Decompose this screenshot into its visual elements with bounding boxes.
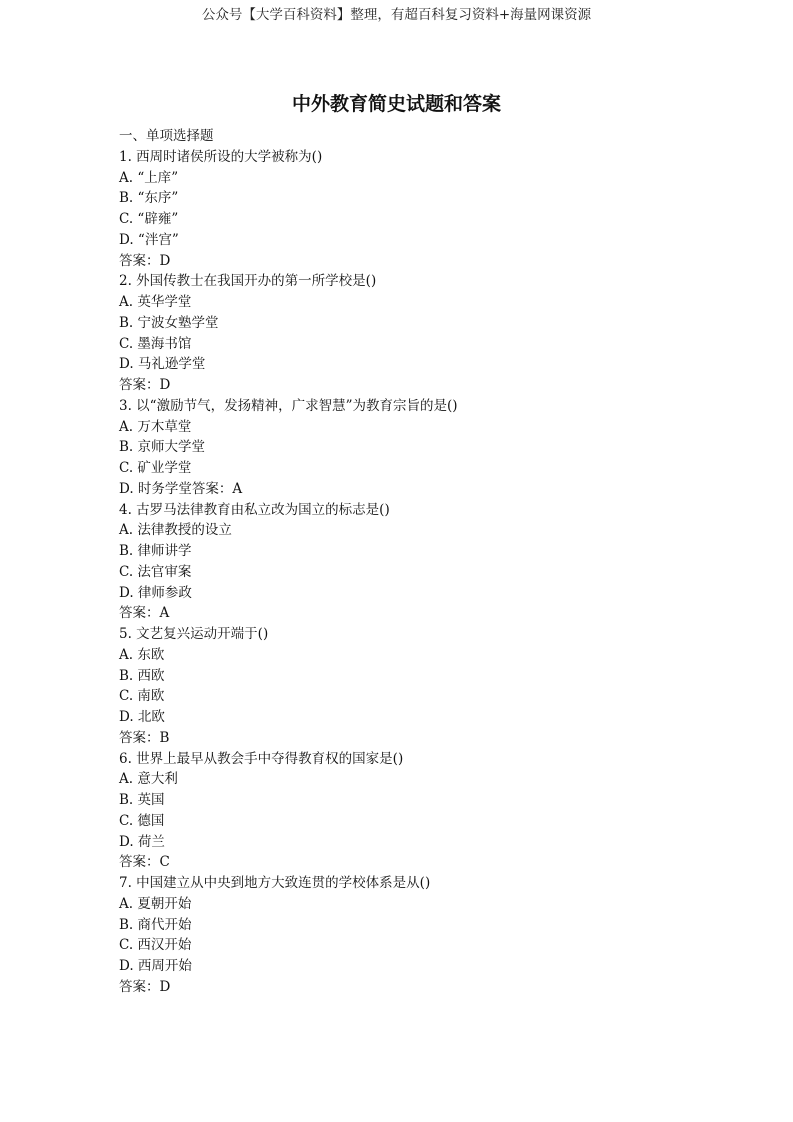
question-line: 7. 中国建立从中央到地方大致连贯的学校体系是从() (119, 875, 431, 891)
option-line: B. 英国 (119, 792, 165, 808)
option-line: B. 京师大学堂 (119, 439, 206, 456)
question-line: 1. 西周时诸侯所设的大学被称为() (119, 148, 323, 165)
option-line: C. 西汉开始 (119, 937, 192, 954)
question-line: 6. 世界上最早从教会手中夺得教育权的国家是() (119, 750, 404, 767)
option-line: D. 荷兰 (119, 833, 165, 850)
document-title: 中外教育简史试题和答案 (291, 93, 501, 115)
option-line: C. 法官审案 (119, 563, 192, 580)
answer-line: 答案：D (119, 377, 171, 393)
section-heading: 一、单项选择题 (119, 128, 214, 144)
answer-line: 答案：D (119, 252, 171, 269)
option-line: A. 东欧 (119, 646, 165, 663)
option-line: C. 矿业学堂 (119, 460, 192, 476)
option-line: B. 西欧 (119, 667, 165, 684)
option-line: D. 律师参政 (119, 584, 192, 601)
option-line: B. 宁波女塾学堂 (119, 314, 219, 331)
option-line: C. 墨海书馆 (119, 335, 192, 352)
answer-line: 答案：B (119, 729, 170, 746)
option-line: A. 万木草堂 (119, 418, 192, 435)
question-line: 2. 外国传教士在我国开办的第一所学校是() (119, 273, 377, 290)
option-line: D. 北欧 (119, 709, 165, 725)
answer-line: 答案：A (119, 605, 170, 622)
option-line: C. 南欧 (119, 688, 165, 705)
option-line: B. 律师讲学 (119, 543, 192, 559)
option-line: B. “东序” (119, 190, 179, 207)
option-line: B. 商代开始 (119, 916, 192, 933)
option-line: C. 德国 (119, 812, 165, 829)
option-line: A. 英华学堂 (119, 294, 192, 310)
question-list (119, 126, 719, 998)
question-line: 4. 古罗马法律教育由私立改为国立的标志是() (119, 501, 390, 518)
page-header: 公众号【大学百科资料】整理，有超百科复习资料+海量网课资源 (201, 7, 592, 23)
option-line: D. “泮宫” (119, 231, 179, 248)
option-line: C. “辟雍” (119, 211, 179, 227)
option-line: A. “上庠” (119, 169, 179, 186)
question-line: 3. 以“激励节气，发扬精神，广求智慧”为教育宗旨的是() (119, 397, 458, 414)
answer-line: 答案：D (119, 978, 171, 995)
option-line: D. 西周开始 (119, 958, 192, 974)
option-line: D. 马礼逊学堂 (119, 356, 206, 373)
answer-line: 答案：C (119, 854, 170, 871)
option-line: D. 时务学堂答案：A (119, 480, 243, 497)
option-line: A. 夏朝开始 (119, 895, 192, 912)
option-line: A. 法律教授的设立 (119, 522, 232, 539)
question-line: 5. 文艺复兴运动开端于() (119, 626, 269, 642)
option-line: A. 意大利 (119, 771, 178, 788)
